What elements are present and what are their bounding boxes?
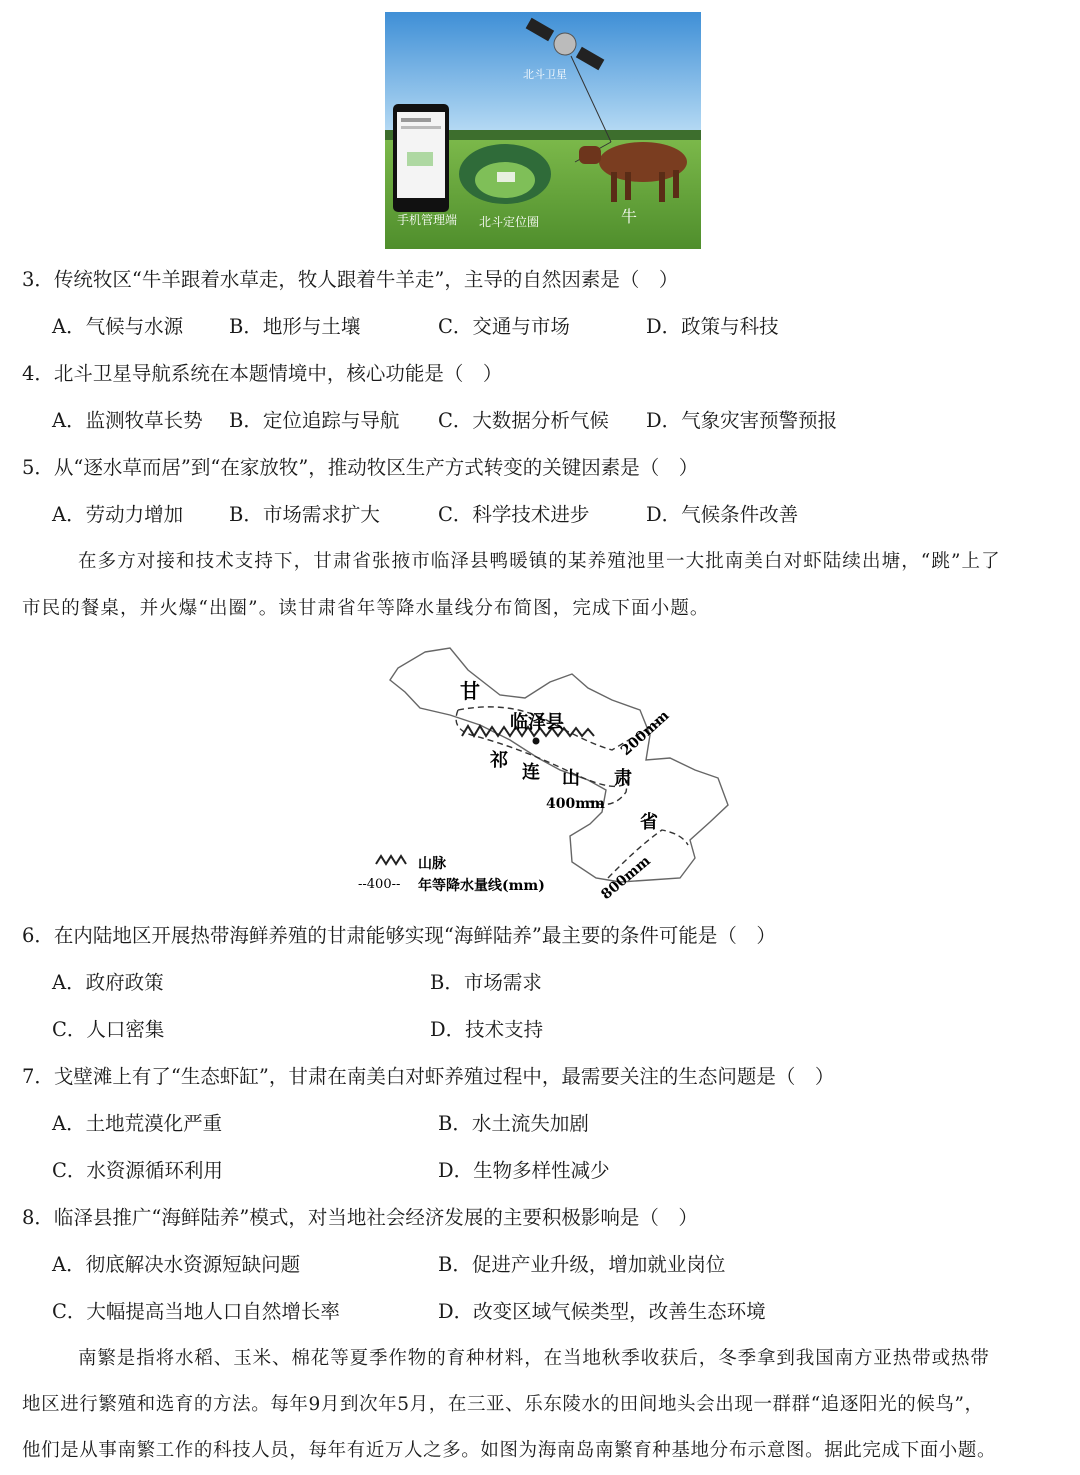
- q6-option-a[interactable]: A．政府政策: [52, 971, 164, 994]
- question-5-stem: 5．从“逐水草而居”到“在家放牧”，推动牧区生产方式转变的关键因素是（ ）: [22, 456, 699, 479]
- gansu-outline: [390, 648, 728, 882]
- gansu-precipitation-map: [350, 640, 750, 905]
- q4-option-b[interactable]: B．定位追踪与导航: [229, 409, 400, 432]
- beidou-grazing-photo: [385, 12, 701, 249]
- q8-option-b[interactable]: B．促进产业升级，增加就业岗位: [438, 1253, 726, 1276]
- map-char-su: 肃: [614, 768, 632, 789]
- q8-option-a[interactable]: A．彻底解决水资源短缺问题: [52, 1253, 301, 1276]
- passage-1-line-1: 在多方对接和技术支持下，甘肃省张掖市临泽县鸭暖镇的某养殖池里一大批南美白对虾陆续出塘，“跳”上了: [78, 551, 1001, 572]
- question-8-stem: 8．临泽县推广“海鲜陆养”模式，对当地社会经济发展的主要积极影响是（ ）: [22, 1206, 698, 1229]
- legend-mountain-label: 山脉: [418, 856, 446, 872]
- map-char-sheng: 省: [640, 812, 658, 833]
- question-3-stem: 3．传统牧区“牛羊跟着水草走，牧人跟着牛羊走”，主导的自然因素是（ ）: [22, 268, 679, 291]
- phone-icon: [393, 104, 449, 212]
- q6-option-d[interactable]: D．技术支持: [430, 1018, 544, 1041]
- q8-option-c[interactable]: C．大幅提高当地人口自然增长率: [52, 1300, 340, 1323]
- legend-mountain-symbol: [376, 856, 406, 864]
- q4-option-d[interactable]: D．气象灾害预警预报: [646, 409, 838, 432]
- q8-option-d[interactable]: D．改变区域气候类型，改善生态环境: [438, 1300, 766, 1323]
- legend-line-sample: --400--: [358, 877, 401, 892]
- satellite-label: 北斗卫星: [523, 69, 567, 81]
- q6-option-c[interactable]: C．人口密集: [52, 1018, 165, 1041]
- q5-option-a[interactable]: A．劳动力增加: [52, 503, 184, 526]
- q6-option-b[interactable]: B．市场需求: [430, 971, 542, 994]
- question-4-stem: 4．北斗卫星导航系统在本题情境中，核心功能是（ ）: [22, 362, 503, 385]
- question-6-stem: 6．在内陆地区开展热带海鲜养殖的甘肃能够实现“海鲜陆养”最主要的条件可能是（ ）: [22, 924, 776, 947]
- q7-option-c[interactable]: C．水资源循环利用: [52, 1159, 223, 1182]
- passage-2-line-1: 南繁是指将水稻、玉米、棉花等夏季作物的育种材料，在当地秋季收获后，冬季拿到我国南方亚热带或热带: [78, 1348, 990, 1369]
- q3-option-c[interactable]: C．交通与市场: [438, 315, 570, 338]
- mountain-char-qi: 祁: [490, 750, 508, 771]
- isohyet-label-200: 200mm: [617, 707, 673, 759]
- mountain-char-lian: 连: [522, 762, 540, 783]
- legend-isohyet-label: 年等降水量线(mm): [418, 878, 545, 894]
- mountain-char-shan: 山: [562, 768, 580, 789]
- q3-option-d[interactable]: D．政策与科技: [646, 315, 779, 338]
- phone-label: 手机管理端: [397, 213, 458, 227]
- cow-label: 牛: [621, 209, 638, 226]
- q7-option-d[interactable]: D．生物多样性减少: [438, 1159, 610, 1182]
- linze-county-point: [533, 738, 540, 745]
- passage-2-line-2: 地区进行繁殖和选育的方法。每年9月到次年5月，在三亚、乐东陵水的田间地头会出现一群群“追逐阳光的候鸟”，: [22, 1394, 984, 1415]
- isohyet-800-line: [608, 830, 688, 878]
- q4-option-a[interactable]: A．监测牧草长势: [52, 409, 203, 432]
- q4-option-c[interactable]: C．大数据分析气候: [438, 409, 609, 432]
- isohyet-label-400: 400mm: [546, 796, 605, 812]
- q7-option-a[interactable]: A．土地荒漠化严重: [52, 1112, 223, 1135]
- passage-1-line-2: 市民的餐桌，并火爆“出圈”。读甘肃省年等降水量线分布简图，完成下面小题。: [22, 598, 710, 619]
- q3-option-a[interactable]: A．气候与水源: [52, 315, 184, 338]
- collar-icon: [459, 144, 551, 204]
- q7-option-b[interactable]: B．水土流失加剧: [438, 1112, 589, 1135]
- collar-label: 北斗定位圈: [479, 215, 540, 229]
- q5-option-b[interactable]: B．市场需求扩大: [229, 503, 380, 526]
- passage-2-line-3: 他们是从事南繁工作的科技人员，每年有近万人之多。如图为海南岛南繁育种基地分布示意图。据此完成下面小题。: [22, 1440, 997, 1461]
- isohyet-label-800: 800mm: [598, 852, 654, 904]
- q3-option-b[interactable]: B．地形与土壤: [229, 315, 361, 338]
- question-7-stem: 7．戈壁滩上有了“生态虾缸”，甘肃在南美白对虾养殖过程中，最需要关注的生态问题是（ ）: [22, 1065, 835, 1088]
- q5-option-d[interactable]: D．气候条件改善: [646, 503, 799, 526]
- q5-option-c[interactable]: C．科学技术进步: [438, 503, 590, 526]
- linze-county-label: 临泽县: [510, 712, 564, 733]
- map-char-gan: 甘: [460, 679, 480, 703]
